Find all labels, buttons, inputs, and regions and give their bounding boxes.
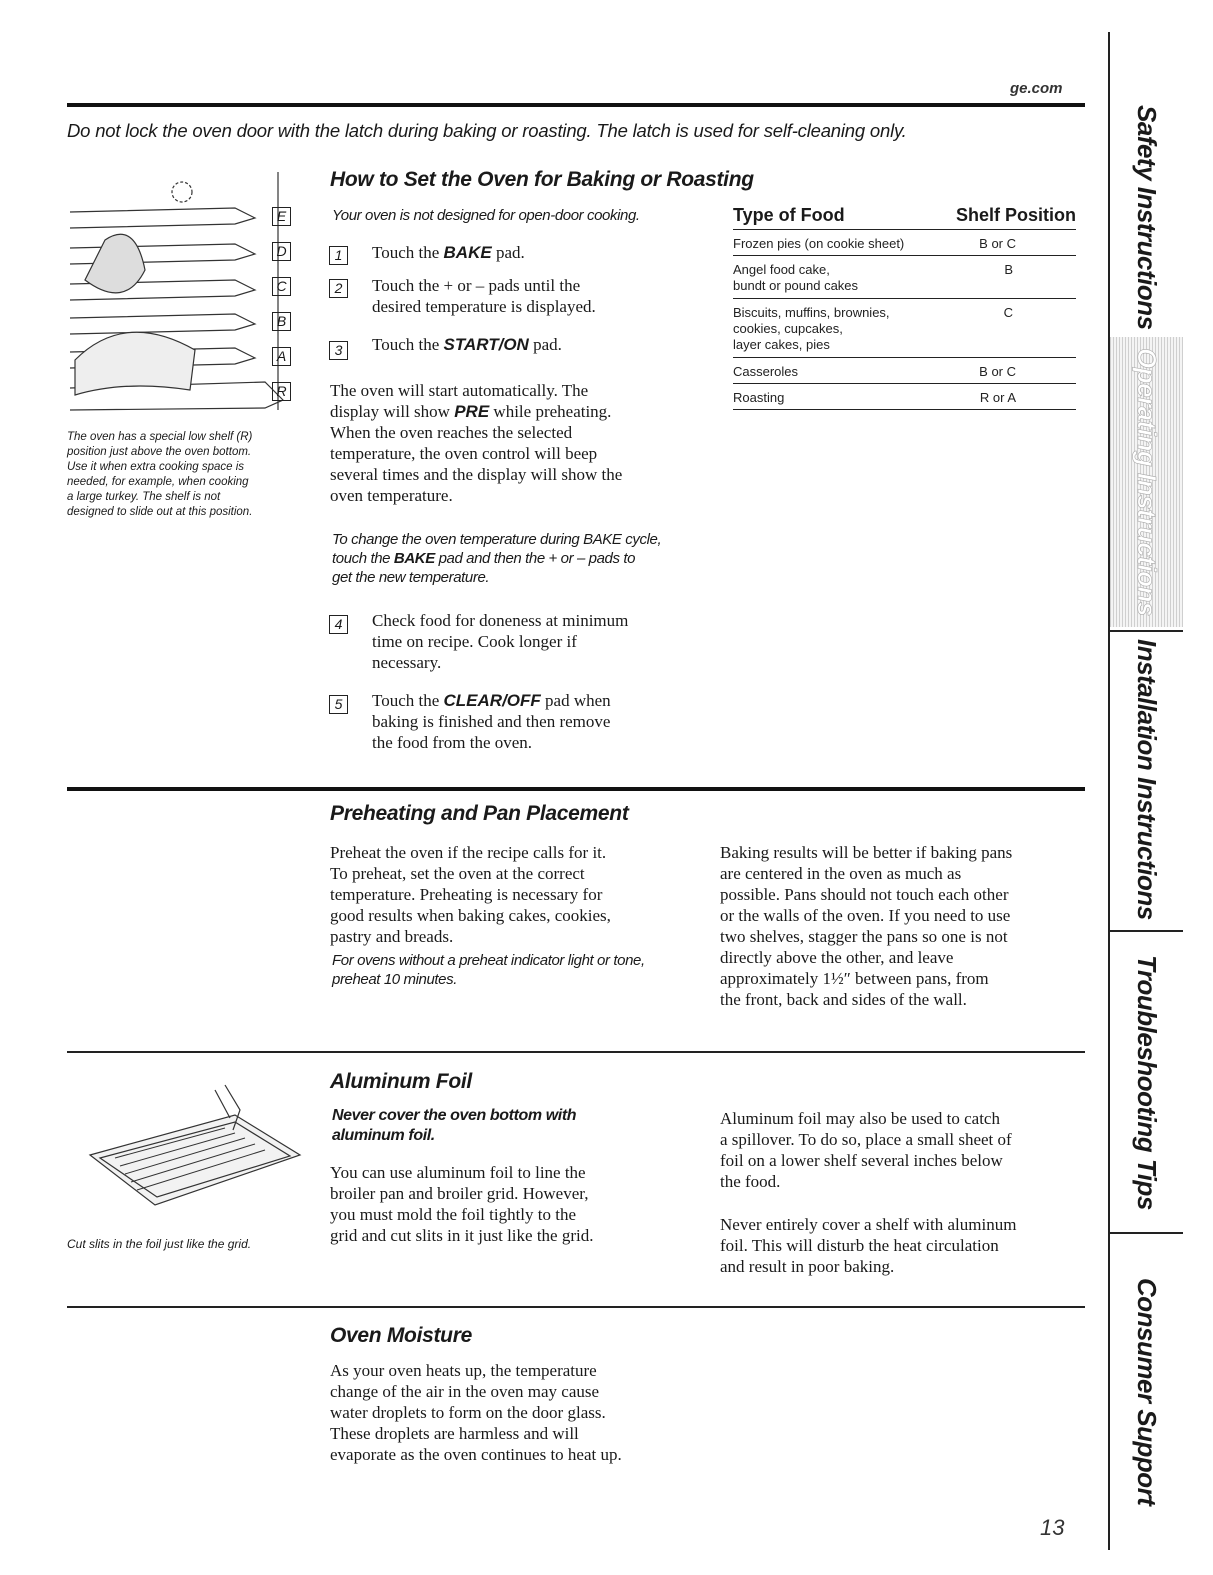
step-5-marker: 5 [329, 695, 348, 714]
preheat-title: Preheating and Pan Placement [330, 802, 629, 825]
section-rule [67, 1306, 1085, 1308]
step-1-text: Touch the BAKE pad. [372, 243, 525, 262]
foil-left-text: You can use aluminum foil to line the broiler pan and broiler grid. However, you must mold the foil tightly to the grid and cut slits in it just like the grid. [330, 1163, 594, 1245]
table-row: Biscuits, muffins, brownies, cookies, cupcakes, layer cakes, pies C [733, 299, 1076, 358]
foil-grid-illustration [75, 1070, 310, 1235]
oven-shelf-illustration [65, 160, 305, 420]
moisture-title: Oven Moisture [330, 1324, 472, 1347]
preheat-left-text: Preheat the oven if the recipe calls for it. To preheat, set the oven at the correct temperature. Preheating is necessary for good results when baking cakes, cookies, pastry and breads. [330, 843, 611, 946]
step-5-text: Touch the CLEAR/OFF pad when baking is finished and then remove the food from the oven. [372, 691, 611, 752]
foil-right-text-2: Never entirely cover a shelf with aluminum foil. This will disturb the heat circulation and result in poor baking. [720, 1215, 1017, 1276]
shelf-label-b: B [272, 312, 291, 331]
table-header-food: Type of Food [733, 205, 845, 225]
table-row: Frozen pies (on cookie sheet) B or C [733, 230, 1076, 256]
table-row: Casseroles B or C [733, 358, 1076, 384]
shelf-label-c: C [272, 277, 291, 296]
step-3-text: Touch the START/ON pad. [372, 335, 562, 354]
shelf-label-r: R [272, 382, 291, 401]
pan-placement-text: Baking results will be better if baking pans are centered in the oven as much as possible. Pans should not touch each other or the walls of the oven. If you need to use two shelves, stagger the pans so one is not directly above the other, and leave approximately 1½″ between pans, from the front, back and sides of the wall. [720, 843, 1013, 1009]
how-to-title: How to Set the Oven for Baking or Roasting [330, 168, 754, 191]
foil-right-text-1: Aluminum foil may also be used to catch a spillover. To do so, place a small sheet of foil on a lower shelf several inches below the food. [720, 1109, 1012, 1191]
header-rule [67, 103, 1085, 107]
shelf-caption: The oven has a special low shelf (R) position just above the oven bottom. Use it when extra cooking space is needed, for example, when cooking a large turkey. The shelf is not designed to slide out at this position. [67, 431, 253, 518]
table-header-position: Shelf Position [955, 205, 1076, 225]
foil-warning: Never cover the oven bottom with aluminum foil. [332, 1107, 577, 1144]
moisture-text: As your oven heats up, the temperature change of the air in the oven may cause water droplets to form on the door glass. These droplets are harmless and will evaporate as the oven continues to heat up. [330, 1361, 622, 1464]
preheat-note: For ovens without a preheat indicator light or tone, preheat 10 minutes. [332, 952, 645, 988]
site-url: ge.com [1010, 80, 1063, 97]
tab-troubleshooting-tips[interactable]: Troubleshooting Tips [1132, 954, 1162, 1210]
step-4-marker: 4 [329, 615, 348, 634]
tab-consumer-support[interactable]: Consumer Support [1132, 1278, 1162, 1506]
foil-title: Aluminum Foil [330, 1070, 472, 1093]
section-rule [67, 787, 1085, 791]
table-row: Angel food cake, bundt or pound cakes B [733, 256, 1076, 299]
step-2-marker: 2 [329, 279, 348, 298]
tab-installation-instructions[interactable]: Installation Instructions [1132, 639, 1162, 920]
page-number: 13 [1040, 1515, 1065, 1540]
tab-operating-instructions[interactable]: Operating Instructions [1110, 337, 1183, 627]
tab-safety-instructions[interactable]: Safety Instructions [1132, 104, 1162, 330]
step-1-marker: 1 [329, 246, 348, 265]
step-2-text: Touch the + or – pads until the desired temperature is displayed. [372, 276, 596, 316]
shelf-label-a: A [272, 347, 291, 366]
latch-warning: Do not lock the oven door with the latch during baking or roasting. The latch is used for self-cleaning only. [67, 120, 907, 141]
table-row: Roasting R or A [733, 384, 1076, 410]
shelf-position-table [733, 205, 1076, 410]
step-4-text: Check food for doneness at minimum time on recipe. Cook longer if necessary. [372, 611, 629, 672]
shelf-label-d: D [272, 242, 291, 261]
preheat-description: The oven will start automatically. The display will show PRE while preheating. When the oven reaches the selected temperature, the oven control will beep several times and the display will show the oven temperature. [330, 381, 623, 505]
shelf-label-e: E [272, 207, 291, 226]
section-rule [67, 1051, 1085, 1053]
step-3-marker: 3 [329, 341, 348, 360]
open-door-note: Your oven is not designed for open-door cooking. [332, 207, 640, 224]
change-temp-tip: To change the oven temperature during BAKE cycle, touch the BAKE pad and then the + or – pads to get the new temperature. [332, 531, 662, 586]
foil-caption: Cut slits in the foil just like the grid. [67, 1237, 252, 1251]
side-tab-bar [1108, 32, 1185, 1550]
